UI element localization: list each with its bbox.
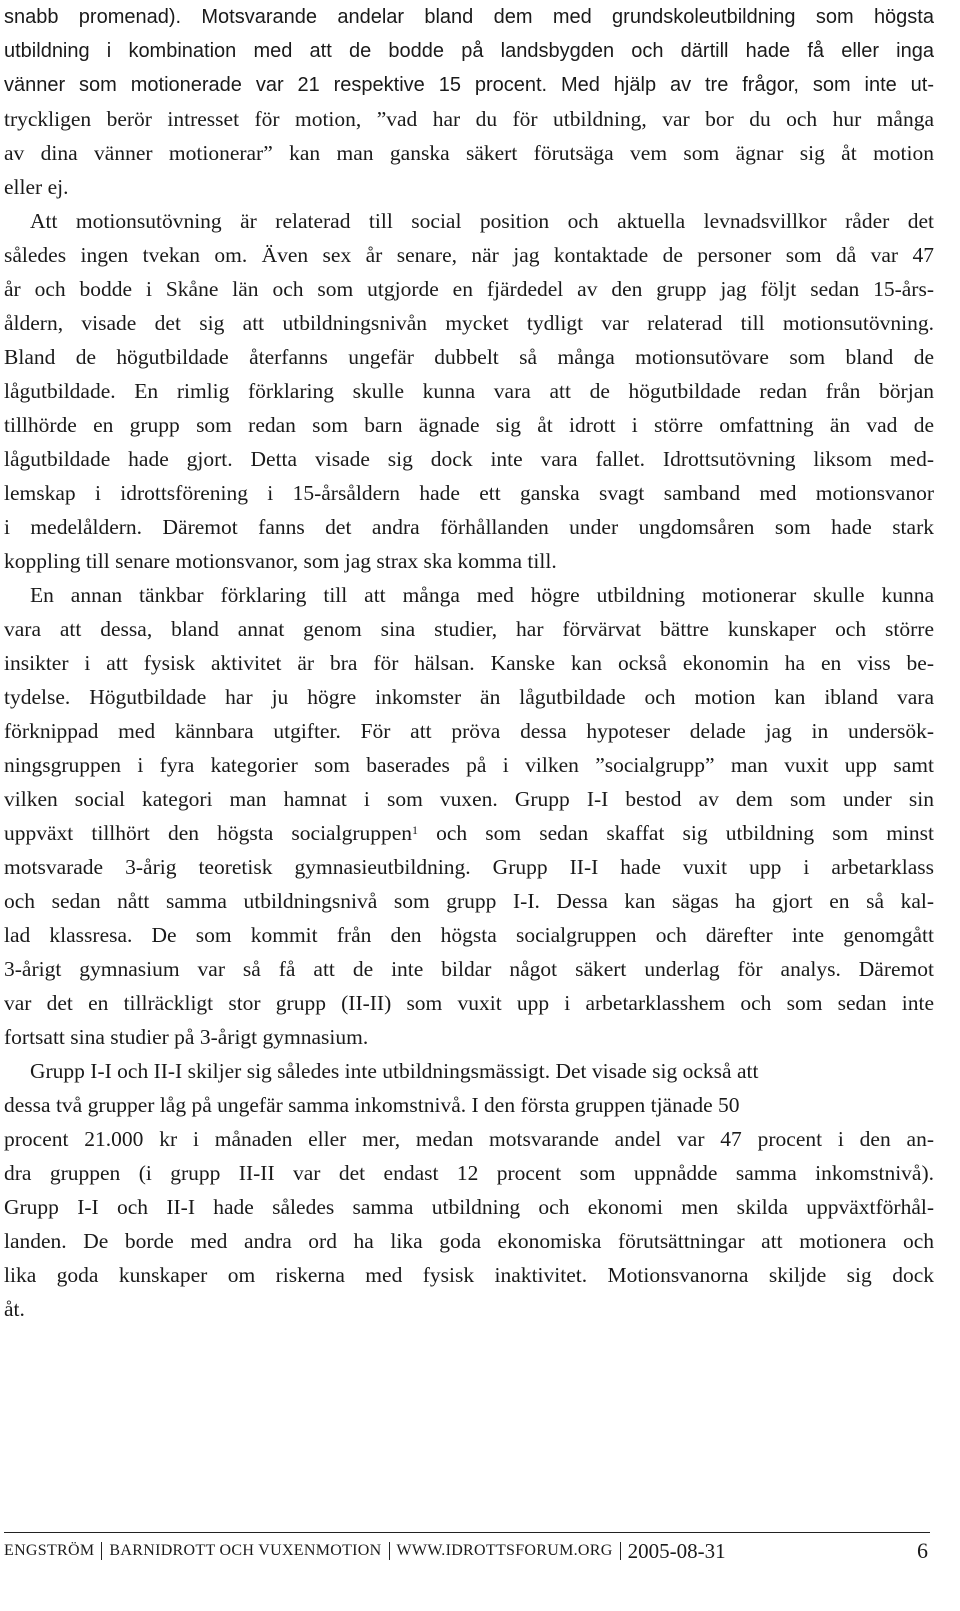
text-line: ningsgruppen i fyra kategorier som baserades på i vilken ”socialgrupp” man vuxit upp samt [4, 753, 934, 777]
text-line: förknippad med kännbara utgifter. För att pröva dessa hypoteser delade jag in undersök- [4, 719, 934, 743]
text-line: Bland de högutbildade återfanns ungefär dubbelt så många motionsutövare som bland de [4, 345, 934, 369]
text-line: vara att dessa, bland annat genom sina studier, har förvärvat bättre kunskaper och större [4, 617, 934, 641]
text-line: lågutbildade hade gjort. Detta visade sig dock inte vara fallet. Idrottsutövning liksom med- [4, 447, 934, 471]
footer-author: ENGSTRÖM [4, 1542, 95, 1559]
text-line: koppling till senare motionsvanor, som jag strax ska komma till. [4, 549, 557, 573]
page-number: 6 [917, 1538, 928, 1563]
text-line: av dina vänner motionerar” kan man ganska säkert förutsäga vem som ägnar sig åt motion [4, 141, 934, 165]
text-line: åt. [4, 1297, 25, 1321]
text-line: landen. De borde med andra ord ha lika goda ekonomiska förutsättningar att motionera och [4, 1229, 934, 1253]
text-line: vilken social kategori man hamnat i som vuxen. Grupp I-I bestod av dem som under sin [4, 787, 934, 811]
text-line: Grupp I-I och II-I skiljer sig således inte utbildningsmässigt. Det visade sig också att [30, 1059, 759, 1083]
footer-title: BARNIDROTT OCH VUXENMOTION [109, 1542, 382, 1559]
text-line: vänner som motionerade var 21 respektive 15 procent. Med hjälp av tre frågor, som inte ut- [4, 74, 934, 96]
text-line: eller ej. [4, 175, 69, 199]
footnote-marker: 1 [412, 823, 419, 837]
text-line: Att motionsutövning är relaterad till social position och aktuella levnadsvillkor råder det [30, 209, 934, 233]
text-line: insikter i att fysisk aktivitet är bra för hälsan. Kanske kan också ekonomin ha en viss be- [4, 651, 934, 675]
text-line: utbildning i kombination med att de bodde på landsbygden och därtill hade få eller inga [4, 40, 934, 62]
text-line: lågutbildade. En rimlig förklaring skulle kunna vara att de högutbildade redan från början [4, 379, 934, 403]
text-line: år och bodde i Skåne län och som utgjorde en fjärdedel av den grupp jag följt sedan 15-års- [4, 277, 934, 301]
text-line: En annan tänkbar förklaring till att många med högre utbildning motionerar skulle kunna [30, 583, 934, 607]
text-line: i medelåldern. Däremot fanns det andra förhållanden under ungdomsåren som hade stark [4, 515, 934, 539]
text-line: lika goda kunskaper om riskerna med fysisk inaktivitet. Motionsvanorna skiljde sig dock [4, 1263, 934, 1287]
text-line: tryckligen berör intresset för motion, ”vad har du för utbildning, var bor du och hur många [4, 107, 934, 131]
text-line: dessa två grupper låg på ungefär samma inkomstnivå. I den första gruppen tjänade 50 [4, 1093, 740, 1117]
text-line: tillhörde en grupp som redan som barn ägnade sig åt idrott i större omfattning än vad de [4, 413, 934, 437]
text-line: Grupp I-I och II-I hade således samma utbildning och ekonomi men skilda uppväxtförhål- [4, 1195, 934, 1219]
text-line: lad klassresa. De som kommit från den högsta socialgruppen och därefter inte genomgått [4, 923, 934, 947]
text-line: 3-årigt gymnasium var så få att de inte bildar något säkert underlag för analys. Däremot [4, 957, 934, 981]
text-line: dra gruppen (i grupp II-II var det endast 12 procent som uppnådde samma inkomstnivå). [4, 1161, 934, 1185]
text-line: tydelse. Högutbildade har ju högre inkomster än lågutbildade och motion kan ibland vara [4, 685, 934, 709]
footer-date: 2005-08-31 [627, 1538, 726, 1563]
page-footer [4, 1532, 930, 1569]
document-body [4, 0, 934, 1326]
text-line: lemskap i idrottsförening i 15-årsåldern hade ett ganska svagt samband med motionsvanor [4, 481, 934, 505]
text-line: fortsatt sina studier på 3-årigt gymnasium. [4, 1025, 369, 1049]
footer-site-link[interactable]: WWW.IDROTTSFORUM.ORG [396, 1542, 613, 1559]
text-line: och sedan nått samma utbildningsnivå som grupp I-I. Dessa kan sägas ha gjort en så kal- [4, 889, 934, 913]
text-line: snabb promenad). Motsvarande andelar bland dem med grundskoleutbildning som högsta [4, 6, 934, 28]
text-line: åldern, visade det sig att utbildningsnivån mycket tydligt var relaterad till motionsutövning. [4, 311, 934, 335]
text-line: motsvarade 3-årig teoretisk gymnasieutbildning. Grupp II-I hade vuxit upp i arbetarklass [4, 855, 934, 879]
text-line: var det en tillräckligt stor grupp (II-II) som vuxit upp i arbetarklasshem och som sedan inte [4, 991, 934, 1015]
text-line: uppväxt tillhört den högsta socialgruppen$^1$ och som sedan skaffat sig utbildning som minst [4, 821, 934, 845]
text-line: således ingen tvekan om. Även sex år senare, när jag kontaktade de personer som då var 47 [4, 243, 934, 267]
text-line: procent 21.000 kr i månaden eller mer, medan motsvarande andel var 47 procent i den an- [4, 1127, 934, 1151]
